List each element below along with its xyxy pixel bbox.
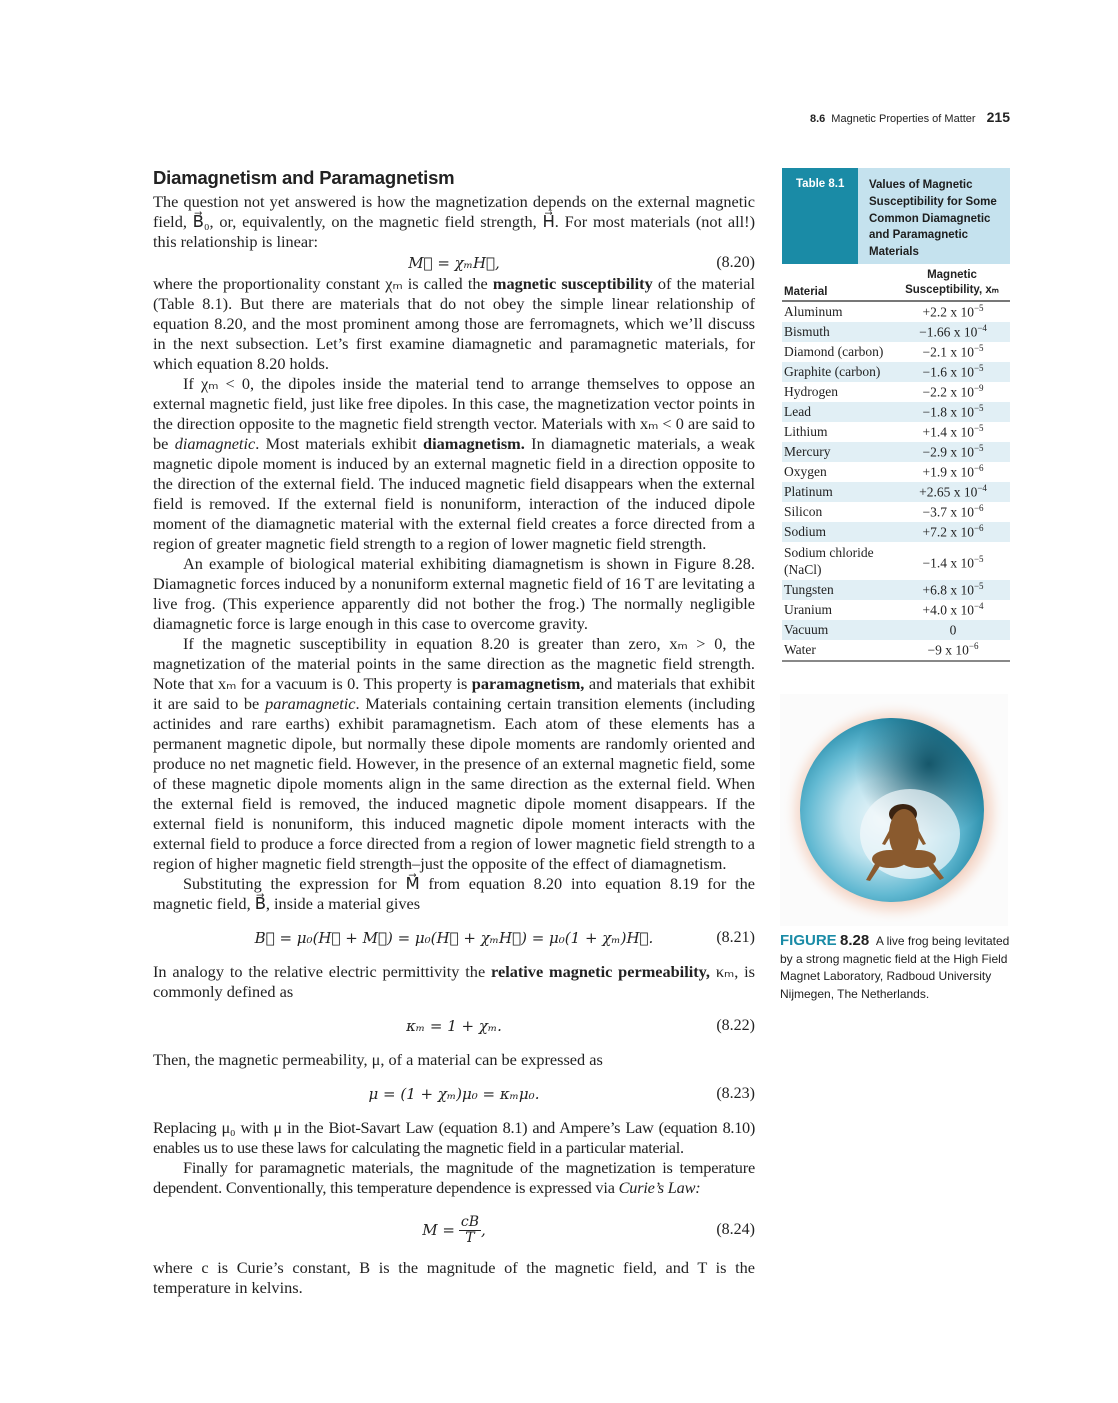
table-row <box>782 580 1010 600</box>
mantissa: +6.8 x 10 <box>922 582 974 598</box>
table-row <box>782 600 1010 620</box>
mantissa: −1.4 x 10 <box>922 555 974 571</box>
mantissa: +1.9 x 10 <box>922 464 974 480</box>
term-relative-permeability: relative magnetic permeability, <box>491 962 710 981</box>
equation-expr: κₘ = 1 + χₘ. <box>406 1017 502 1035</box>
susceptibility-cell <box>896 523 1010 541</box>
equation-number: (8.22) <box>716 1017 755 1034</box>
denominator: T <box>465 1229 475 1246</box>
susceptibility-cell <box>896 303 1010 321</box>
mantissa: −2.1 x 10 <box>922 344 974 360</box>
susceptibility-cell <box>896 551 1010 572</box>
equation-expr: B⃗ = μ₀(H⃗ + M⃗) = μ₀(H⃗ + χₘH⃗) = μ₀(1 + χₘ)H⃗. <box>254 929 654 947</box>
material-cell: Uranium <box>784 602 832 617</box>
susceptibility-cell <box>896 483 1010 501</box>
material-cell: Lead <box>784 404 811 419</box>
material-cell: Silicon <box>784 504 823 519</box>
equation-8-23 <box>153 1076 755 1112</box>
mantissa: −9 x 10 <box>927 642 969 658</box>
material-cell: Vacuum <box>784 622 829 637</box>
material-cell: Hydrogen <box>784 384 838 399</box>
text: If χₘ < 0, the dipoles inside the material tend to arrange themselves to oppose an external magnetic field, just like free dipoles. In this case, the magnetization vector points in the direction opposite to the magnetic field strength vector. Materials with xₘ < 0 are said to be <box>153 374 755 453</box>
text: and materials that exhibit it are said to be <box>153 674 756 713</box>
term-diamagnetic: diamagnetic <box>174 434 256 453</box>
exponent: −5 <box>973 343 984 354</box>
text: Finally for paramagnetic materials, the magnitude of the magnetization is temperature dependent. Conventionally, this temperature dependence is expressed via <box>153 1158 755 1197</box>
exponent: −6 <box>968 641 979 652</box>
susceptibility-cell <box>896 383 1010 401</box>
table-bottom-rule <box>782 660 1010 662</box>
susceptibility-cell <box>896 581 1010 599</box>
susceptibility-cell <box>896 503 1010 521</box>
mantissa: +7.2 x 10 <box>922 524 974 540</box>
susceptibility-cell <box>896 443 1010 461</box>
text: In diamagnetic materials, a weak magnetic dipole moment is induced by an external magnetic field in a direction opposite to the direction of the external field. The induced magnetic field disappears when the external field is removed. If the external field is nonuniform, interaction of the induced dipole moment of the diamagnetic material with the external field creates a force directed from a region of greater magnetic field strength to a region of lower magnetic field strength. <box>153 434 756 553</box>
mantissa: −1.8 x 10 <box>922 404 974 420</box>
exponent: −5 <box>973 581 984 592</box>
material-cell: Graphite (carbon) <box>784 364 881 379</box>
mantissa: −1.6 x 10 <box>922 364 974 380</box>
equation-tail: , <box>481 1221 486 1239</box>
figure-caption-text: A live frog being levitated by a strong magnetic field at the High Field Magnet Laboratory, Radboud University Nijmegen, The Netherlands. <box>780 934 1010 1001</box>
table-row <box>782 522 1010 542</box>
text: κₘ, is commonly defined as <box>153 962 755 1001</box>
equation-8-22 <box>153 1008 755 1044</box>
mantissa: −2.2 x 10 <box>922 384 974 400</box>
table-row <box>782 382 1010 402</box>
exponent: −4 <box>973 601 984 612</box>
table-row <box>782 342 1010 362</box>
equation-8-20 <box>153 252 755 274</box>
table-row <box>782 640 1010 660</box>
column-header-susceptibility <box>894 268 1010 298</box>
material-cell: Mercury <box>784 444 831 459</box>
paragraph-5 <box>153 634 755 874</box>
susceptibility-cell <box>896 641 1010 659</box>
exponent: −6 <box>973 503 984 514</box>
paragraph-7 <box>153 962 755 1002</box>
exponent: −5 <box>973 553 984 564</box>
table-row <box>782 442 1010 462</box>
material-cell: Sodium chloride (NaCl) <box>784 545 874 577</box>
section-number: 8.6 <box>810 113 826 125</box>
term-paramagnetism: paramagnetism, <box>471 674 585 693</box>
material-cell: Lithium <box>784 424 828 439</box>
material-cell: Water <box>784 642 816 657</box>
column-headers <box>782 264 1010 302</box>
equation-expr: μ = (1 + χₘ)μ₀ = κₘμ₀. <box>368 1085 540 1103</box>
equation-8-21 <box>153 920 755 956</box>
exponent: −5 <box>973 363 984 374</box>
header-line: Susceptibility, xₘ <box>905 284 999 296</box>
table-row <box>782 402 1010 422</box>
material-cell: Aluminum <box>784 304 843 319</box>
page-number: 215 <box>986 109 1010 125</box>
table-row <box>782 542 1010 580</box>
material-cell: Platinum <box>784 484 833 499</box>
table-row <box>782 302 1010 322</box>
table-header <box>782 168 1010 264</box>
table-8-1 <box>782 168 1010 662</box>
figure-caption <box>780 932 1015 1003</box>
text: . Materials containing certain transition elements (including actinides and rare earths) exhibit paramagnetism. Each atom of these elements has a permanent magnetic dipole, but normally these dipole moments are randomly oriented and produce no net magnetic field. However, in the presence of an external magnetic field, some of these magnetic dipole moments align in the same direction as the external field. When the external field is removed, the induced magnetic dipole moment disappears. If the external field is nonuniform, this induced magnetic dipole moment interacts with the external field to produce a force directed from a region of lower magnetic field strength to a region of higher magnetic field strength–just the opposite of the effect of diamagnetism. <box>153 694 756 873</box>
exponent: −5 <box>973 423 984 434</box>
equation-expr: M⃗ = χₘH⃗, <box>408 254 500 272</box>
table-row <box>782 322 1010 342</box>
material-cell: Sodium <box>784 524 827 539</box>
header-line: Magnetic <box>927 269 977 281</box>
term-paramagnetic: paramagnetic <box>265 694 356 713</box>
equation-lhs: M = <box>422 1221 455 1239</box>
mantissa: +2.2 x 10 <box>922 304 974 320</box>
mantissa: +4.0 x 10 <box>922 602 974 618</box>
table-body <box>782 302 1010 660</box>
susceptibility-cell <box>896 601 1010 619</box>
paragraph-2 <box>153 274 755 374</box>
susceptibility-cell <box>896 403 1010 421</box>
text: of the material (Table 8.1). But there are materials that do not obey the simple linear relationship of equation 8.20, and the most prominent among those are ferromagnets, which we’ll discuss in the next subsection. Let’s first examine diamagnetic and paramagnetic materials, for which equation 8.20 holds. <box>153 274 755 373</box>
exponent: −9 <box>973 383 984 394</box>
paragraph-10 <box>153 1158 755 1198</box>
susceptibility-cell <box>896 323 1010 341</box>
mantissa: +2.65 x 10 <box>919 484 978 500</box>
figure-label: FIGURE <box>780 932 837 949</box>
running-head-title: Magnetic Properties of Matter <box>831 113 976 125</box>
exponent: −6 <box>973 523 984 534</box>
material-cell: Bismuth <box>784 324 830 339</box>
exponent: −5 <box>973 443 984 454</box>
exponent: −4 <box>977 483 987 494</box>
text: In analogy to the relative electric permittivity the <box>153 962 492 981</box>
material-cell: Diamond (carbon) <box>784 344 884 359</box>
running-head <box>810 109 1010 125</box>
mantissa: +1.4 x 10 <box>922 424 974 440</box>
text: where the proportionality constant χₘ is called the <box>153 274 493 293</box>
figure-number: 8.28 <box>840 932 870 949</box>
paragraph-4: An example of biological material exhibiting diamagnetism is shown in Figure 8.28. Diamagnetic forces induced by a nonuniform external magnetic field of 16 T are levitating a live frog. (This experience apparently did not bother the frog.) The normally negligible diamagnetic force is large enough in this case to overcome gravity. <box>153 554 755 633</box>
paragraph-11: where c is Curie’s constant, B is the magnitude of the magnetic field, and T is the temperature in kelvins. <box>153 1258 755 1297</box>
table-row <box>782 362 1010 382</box>
fraction <box>459 1215 481 1246</box>
mantissa: 0 <box>949 622 957 638</box>
term-magnetic-susceptibility: magnetic susceptibility <box>492 274 653 293</box>
exponent: −4 <box>977 323 987 334</box>
paragraph-8: Then, the magnetic permeability, μ, of a material can be expressed as <box>153 1050 603 1069</box>
equation-number: (8.24) <box>716 1221 755 1238</box>
exponent: −5 <box>973 303 984 314</box>
text: . Most materials exhibit <box>255 434 424 453</box>
exponent: −5 <box>973 403 984 414</box>
table-row <box>782 502 1010 522</box>
material-cell: Oxygen <box>784 464 827 479</box>
paragraph-3 <box>153 374 755 554</box>
table-label: Table 8.1 <box>782 168 858 264</box>
numerator: cB <box>460 1213 480 1230</box>
table-row <box>782 422 1010 442</box>
material-cell: Tungsten <box>784 582 834 597</box>
term-curies-law: Curie’s Law: <box>618 1178 701 1197</box>
text: If the magnetic susceptibility in equation 8.20 is greater than zero, xₘ > 0, the magnetization of the material points in the same direction as the magnetic field strength. Note that xₘ for a vacuum is 0. This property is <box>153 634 755 693</box>
exponent: −6 <box>973 463 984 474</box>
paragraph-6: Substituting the expression for M⃗ from equation 8.20 into equation 8.19 for the magnetic field, B⃗, inside a material gives <box>153 874 755 913</box>
equation-number: (8.21) <box>716 929 755 946</box>
frog-photo-illustration <box>780 694 1008 926</box>
mantissa: −3.7 x 10 <box>922 504 974 520</box>
paragraph-1: The question not yet answered is how the magnetization depends on the external magnetic field, B⃗₀, or, equivalently, on the magnetic field strength, H⃗. For most materials (not all!) this relationship is linear: <box>153 192 755 251</box>
mantissa: −1.66 x 10 <box>919 324 978 340</box>
table-row <box>782 482 1010 502</box>
equation-8-24 <box>153 1208 755 1252</box>
susceptibility-cell <box>896 363 1010 381</box>
frog-levitation-photo <box>780 694 1008 926</box>
susceptibility-cell <box>896 463 1010 481</box>
table-row <box>782 462 1010 482</box>
susceptibility-cell <box>896 423 1010 441</box>
susceptibility-cell <box>896 343 1010 361</box>
table-row <box>782 620 1010 640</box>
main-column <box>153 168 755 1298</box>
susceptibility-cell <box>896 621 1010 639</box>
term-diamagnetism: diamagnetism. <box>423 434 525 453</box>
mantissa: −2.9 x 10 <box>922 444 974 460</box>
section-heading: Diamagnetism and Paramagnetism <box>153 167 455 188</box>
column-header-material: Material <box>784 286 828 298</box>
table-caption: Values of Magnetic Susceptibility for Some Common Diamagnetic and Paramagnetic Materials <box>858 168 1010 264</box>
equation-number: (8.20) <box>716 254 755 271</box>
paragraph-9: Replacing μ₀ with μ in the Biot-Savart Law (equation 8.1) and Ampere’s Law (equation 8.10) enables us to use these laws for calculating the magnetic field in a particular material. <box>153 1118 755 1157</box>
equation-number: (8.23) <box>716 1085 755 1102</box>
